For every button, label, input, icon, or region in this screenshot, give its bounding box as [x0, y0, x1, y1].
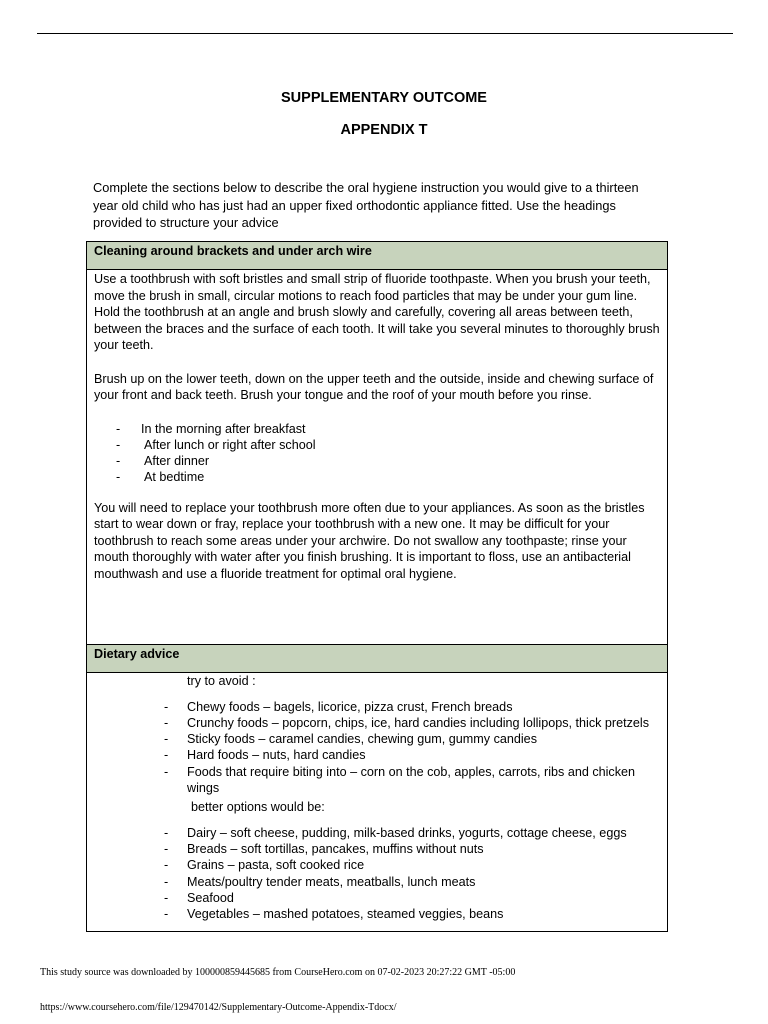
- list-item: - Grains – pasta, soft cooked rice: [164, 858, 365, 873]
- dietary-heading: Dietary advice: [87, 645, 668, 673]
- list-item: - Sticky foods – caramel candies, chewing gum, gummy candies: [164, 732, 537, 747]
- list-item: - After dinner: [116, 454, 210, 469]
- list-item: - In the morning after breakfast: [116, 421, 306, 436]
- list-item: - Meats/poultry tender meats, meatballs, lunch meats: [164, 874, 476, 889]
- better-intro: better options would be:: [191, 800, 325, 815]
- source-url: https://www.coursehero.com/file/129470142/Supplementary-Outcome-Appendix-Tdocx/: [40, 1002, 397, 1013]
- intro-paragraph: Complete the sections below to describe the oral hygiene instruction you would give to a thirteen year old child who has just had an upper fixed orthodontic appliance fitted. Use the headings provided to structure your advice: [93, 180, 639, 230]
- cleaning-paragraph-2: Brush up on the lower teeth, down on the upper teeth and the outside, inside and chewing surface of your front and back teeth. Brush your tongue and the roof of your mouth before you rinse.: [94, 371, 654, 402]
- page-title: SUPPLEMENTARY OUTCOME: [281, 90, 487, 106]
- better-list: [94, 825, 660, 923]
- avoid-intro: try to avoid :: [187, 674, 256, 688]
- avoid-list: [94, 699, 660, 797]
- cleaning-body: [87, 270, 668, 645]
- cleaning-paragraph-3: You will need to replace your toothbrush more often due to your appliances. As soon as the bristles start to wear down or fray, replace your toothbrush with a new one. It may be difficult for your toothbrush to reach some areas under your archwire. Do not swallow any toothpaste; rinse your mouth thoroughly with water after you finish brushing. It is important to floss, use an antibacterial mouthwash and use a fluoride treatment for optimal oral hygiene.: [94, 500, 645, 581]
- dietary-body: [87, 673, 668, 932]
- list-item: - Crunchy foods – popcorn, chips, ice, hard candies including lollipops, thick pretzels: [164, 715, 650, 730]
- list-item: - Dairy – soft cheese, pudding, milk-based drinks, yogurts, cottage cheese, eggs: [164, 825, 627, 840]
- list-item: - Seafood: [164, 890, 234, 905]
- download-notice: This study source was downloaded by 100000859445685 from CourseHero.com on 07-02-2023 20:27:22 GMT -05:00: [40, 967, 516, 978]
- list-item: - Chewy foods – bagels, licorice, pizza crust, French breads: [164, 699, 513, 714]
- advice-table: [86, 241, 668, 932]
- list-item: - At bedtime: [116, 470, 205, 485]
- page-subtitle: APPENDIX T: [340, 122, 428, 138]
- cleaning-paragraph-1: Use a toothbrush with soft bristles and small strip of fluoride toothpaste. When you brush your teeth, move the brush in small, circular motions to reach food particles that may be under your gum line. Hold the toothbrush at an angle and brush slowly and carefully, covering all areas between teeth, between the braces and the surface of each tooth. It will take you several minutes to thoroughly brush your teeth.: [94, 272, 660, 352]
- header-divider: [37, 33, 733, 34]
- list-item: - Foods that require biting into – corn on the cob, apples, carrots, ribs and chicken wings: [164, 764, 636, 795]
- list-item: - Hard foods – nuts, hard candies: [164, 748, 366, 763]
- brushing-times-list: [94, 421, 660, 486]
- cleaning-heading: Cleaning around brackets and under arch wire: [87, 242, 668, 270]
- list-item: - Breads – soft tortillas, pancakes, muffins without nuts: [164, 842, 484, 857]
- list-item: - After lunch or right after school: [116, 437, 316, 452]
- list-item: - Vegetables – mashed potatoes, steamed veggies, beans: [164, 907, 504, 922]
